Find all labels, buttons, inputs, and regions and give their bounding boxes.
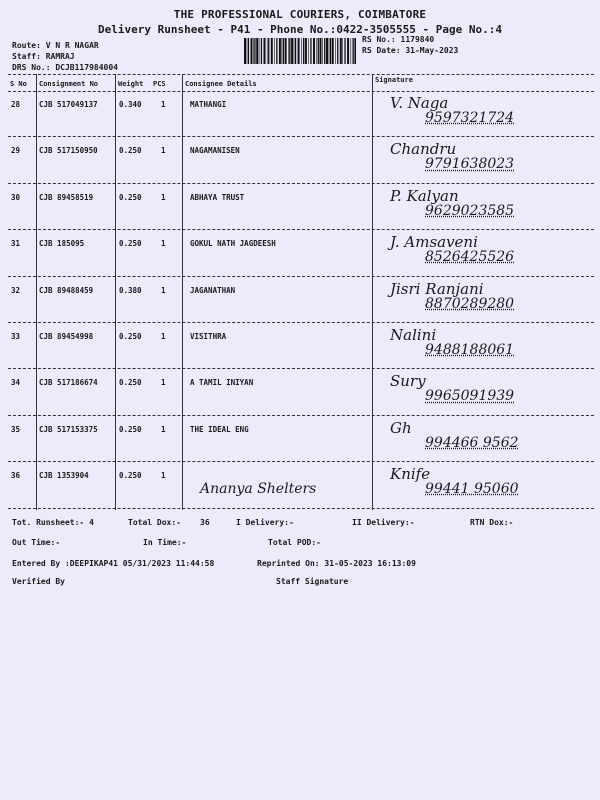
- barcode-bar: [267, 38, 268, 64]
- row-separator: [8, 415, 594, 416]
- cell-weight: 0.250: [119, 424, 142, 434]
- cell-consignment: CJB 517186674: [39, 378, 98, 388]
- col-header-consignee: Consignee Details: [185, 80, 257, 88]
- rtn-dox: RTN Dox:-: [470, 518, 514, 527]
- signature-name: Gh: [390, 418, 412, 437]
- barcode-bar: [291, 38, 293, 64]
- signature-phone: 994466 9562: [425, 434, 519, 451]
- signature-phone: 9629023585: [425, 202, 515, 219]
- barcode-bar: [347, 38, 349, 64]
- cell-sno: 35: [11, 424, 21, 434]
- cell-sno: 30: [11, 192, 21, 202]
- barcode-bar: [256, 38, 258, 64]
- barcode-bar: [305, 38, 307, 64]
- cell-pcs: 1: [161, 192, 166, 202]
- barcode-image: [244, 38, 356, 64]
- staff-label: Staff: RAMRAJ: [12, 52, 75, 61]
- row-separator: [8, 229, 594, 230]
- barcode-bar: [264, 38, 266, 64]
- row-separator: [8, 368, 594, 369]
- table-top-rule: [8, 74, 594, 75]
- barcode-bar: [274, 38, 275, 64]
- col-header-weight: Weight: [118, 80, 144, 88]
- barcode-bar: [283, 38, 284, 64]
- cell-weight: 0.250: [119, 146, 142, 156]
- signature-name: Chandru: [390, 140, 457, 159]
- col-divider: [36, 74, 37, 510]
- cell-consignment: CJB 517049137: [39, 100, 98, 109]
- barcode-bar: [316, 38, 317, 64]
- barcode-bar: [251, 38, 253, 64]
- row-separator: [8, 276, 594, 277]
- signature-phone: 8870289280: [425, 295, 515, 312]
- cell-sno: 34: [11, 378, 21, 388]
- signature-name: Knife: [390, 465, 431, 484]
- barcode-bar: [294, 38, 295, 64]
- barcode-bar: [326, 38, 328, 64]
- cell-weight: 0.250: [119, 239, 142, 249]
- cell-weight: 0.250: [119, 471, 142, 481]
- cell-consignee: VISITHRA: [190, 332, 227, 341]
- row-separator: [8, 508, 594, 509]
- col-header-pcs: PCS: [153, 80, 166, 88]
- barcode-bar: [288, 38, 289, 64]
- cell-consignment: CJB 89458519: [39, 192, 94, 202]
- cell-sno: 28: [11, 100, 21, 109]
- signature-name: V. Naga: [390, 94, 449, 112]
- barcode-bar: [324, 38, 325, 64]
- barcode-bar: [301, 38, 302, 64]
- cell-consignee: JAGANATHAN: [190, 285, 236, 295]
- barcode-bar: [282, 38, 283, 64]
- barcode-bar: [259, 38, 260, 64]
- cell-consignment: CJB 1353904: [39, 471, 89, 481]
- drs-number: DRS No.: DCJB117984004: [12, 63, 118, 72]
- cell-pcs: 1: [161, 332, 166, 341]
- cell-consignee: MATHANGI: [190, 100, 227, 109]
- route-label: Route: V N R NAGAR: [12, 41, 99, 50]
- cell-weight: 0.340: [119, 100, 142, 109]
- total-dox-label: Total Dox:-: [128, 518, 181, 527]
- signature-name: Sury: [390, 372, 426, 391]
- handwritten-consignee: Ananya Shelters: [200, 481, 317, 498]
- signature-phone: 9791638023: [425, 156, 515, 173]
- barcode-bar: [332, 38, 334, 64]
- cell-pcs: 1: [161, 378, 166, 388]
- barcode-bar: [295, 38, 296, 64]
- cell-weight: 0.250: [119, 332, 142, 341]
- row-separator: [8, 461, 594, 462]
- col-divider: [182, 74, 183, 510]
- barcode-bar: [322, 38, 323, 64]
- cell-weight: 0.250: [119, 378, 142, 388]
- barcode-bar: [320, 38, 322, 64]
- barcode-bar: [318, 38, 319, 64]
- rs-date: RS Date: 31-May-2023: [362, 46, 459, 55]
- barcode-bar: [344, 38, 345, 64]
- cell-consignment: CJB 89488459: [39, 285, 94, 295]
- row-separator: [8, 322, 594, 323]
- barcode-bar: [340, 38, 342, 64]
- barcode-bar: [308, 38, 309, 64]
- cell-consignee: NAGAMANISEN: [190, 146, 240, 156]
- barcode-bar: [261, 38, 262, 64]
- barcode-bar: [354, 38, 356, 64]
- barcode-bar: [310, 38, 311, 64]
- col-divider: [372, 74, 373, 510]
- signature-phone: 99441 95060: [425, 481, 519, 498]
- signature-name: Nalini: [390, 326, 437, 344]
- barcode-bar: [313, 38, 315, 64]
- signature-phone: 9597321724: [425, 110, 515, 126]
- barcode-bar: [276, 38, 277, 64]
- col-header-signature: Signature: [375, 76, 413, 84]
- barcode-bar: [289, 38, 290, 64]
- total-pod: Total POD:-: [268, 538, 321, 547]
- barcode-bar: [279, 38, 281, 64]
- cell-consignment: CJB 517150950: [39, 146, 98, 156]
- cell-sno: 33: [11, 332, 21, 341]
- barcode-bar: [342, 38, 343, 64]
- barcode-bar: [351, 38, 352, 64]
- staff-signature: Staff Signature: [276, 577, 349, 586]
- cell-consignment: CJB 185095: [39, 239, 85, 249]
- cell-sno: 29: [11, 146, 21, 156]
- barcode-bar: [268, 38, 269, 64]
- reprinted-on: Reprinted On: 31-05-2023 16:13:09: [257, 559, 416, 568]
- cell-consignee: GOKUL NATH JAGDEESH: [190, 239, 276, 249]
- cell-pcs: 1: [161, 471, 166, 481]
- cell-consignee: ABHAYA TRUST: [190, 192, 245, 202]
- barcode-bar: [271, 38, 273, 64]
- signature-name: Jisri Ranjani: [390, 279, 484, 298]
- signature-phone: 9965091939: [425, 388, 515, 405]
- barcode-bar: [248, 38, 249, 64]
- cell-consignee: A TAMIL INIYAN: [190, 378, 254, 388]
- company-title: THE PROFESSIONAL COURIERS, COIMBATORE: [173, 8, 427, 21]
- verified-by: Verified By: [12, 577, 65, 586]
- barcode-bar: [254, 38, 255, 64]
- table-header-rule: [8, 91, 594, 92]
- barcode-bar: [298, 38, 300, 64]
- cell-pcs: 1: [161, 239, 166, 249]
- barcode-bar: [329, 38, 330, 64]
- i-delivery: I Delivery:-: [236, 518, 294, 527]
- signature-phone: 9488188061: [425, 342, 515, 358]
- barcode-bar: [244, 38, 246, 64]
- ii-delivery: II Delivery:-: [352, 518, 415, 527]
- col-header-consignment: Consignment No: [39, 80, 99, 88]
- barcode-bar: [353, 38, 354, 64]
- cell-weight: 0.380: [119, 285, 142, 295]
- signature-name: P. Kalyan: [390, 186, 459, 205]
- entered-by: Entered By :DEEPIKAP41 05/31/2023 11:44:58: [12, 559, 215, 568]
- cell-consignment: CJB 89454998: [39, 332, 94, 341]
- barcode-bar: [285, 38, 287, 64]
- cell-sno: 31: [11, 239, 21, 249]
- tot-runsheet: Tot. Runsheet:- 4: [12, 518, 94, 527]
- barcode-bar: [335, 38, 336, 64]
- barcode-bar: [253, 38, 254, 64]
- runsheet-subtitle: Delivery Runsheet - P41 - Phone No.:0422-3505555 - Page No.:4: [98, 23, 502, 36]
- cell-sno: 32: [11, 285, 21, 295]
- cell-consignment: CJB 517153375: [39, 424, 98, 434]
- cell-sno: 36: [11, 471, 21, 481]
- in-time: In Time:-: [143, 538, 187, 547]
- rs-number: RS No.: 1179840: [362, 35, 435, 44]
- signature-name: J. Amsaveni: [390, 233, 478, 252]
- col-header-sno: S No: [10, 80, 27, 88]
- cell-consignee: THE IDEAL ENG: [190, 424, 249, 434]
- col-divider: [115, 74, 116, 510]
- barcode-bar: [337, 38, 338, 64]
- barcode-bar: [330, 38, 331, 64]
- cell-pcs: 1: [161, 424, 166, 434]
- barcode-bar: [247, 38, 248, 64]
- row-separator: [8, 183, 594, 184]
- barcode-bar: [303, 38, 304, 64]
- cell-pcs: 1: [161, 100, 166, 109]
- cell-pcs: 1: [161, 285, 166, 295]
- total-dox-value: 36: [200, 518, 210, 527]
- cell-weight: 0.250: [119, 192, 142, 202]
- signature-phone: 8526425526: [425, 249, 515, 266]
- out-time: Out Time:-: [12, 538, 61, 547]
- cell-pcs: 1: [161, 146, 166, 156]
- row-separator: [8, 136, 594, 137]
